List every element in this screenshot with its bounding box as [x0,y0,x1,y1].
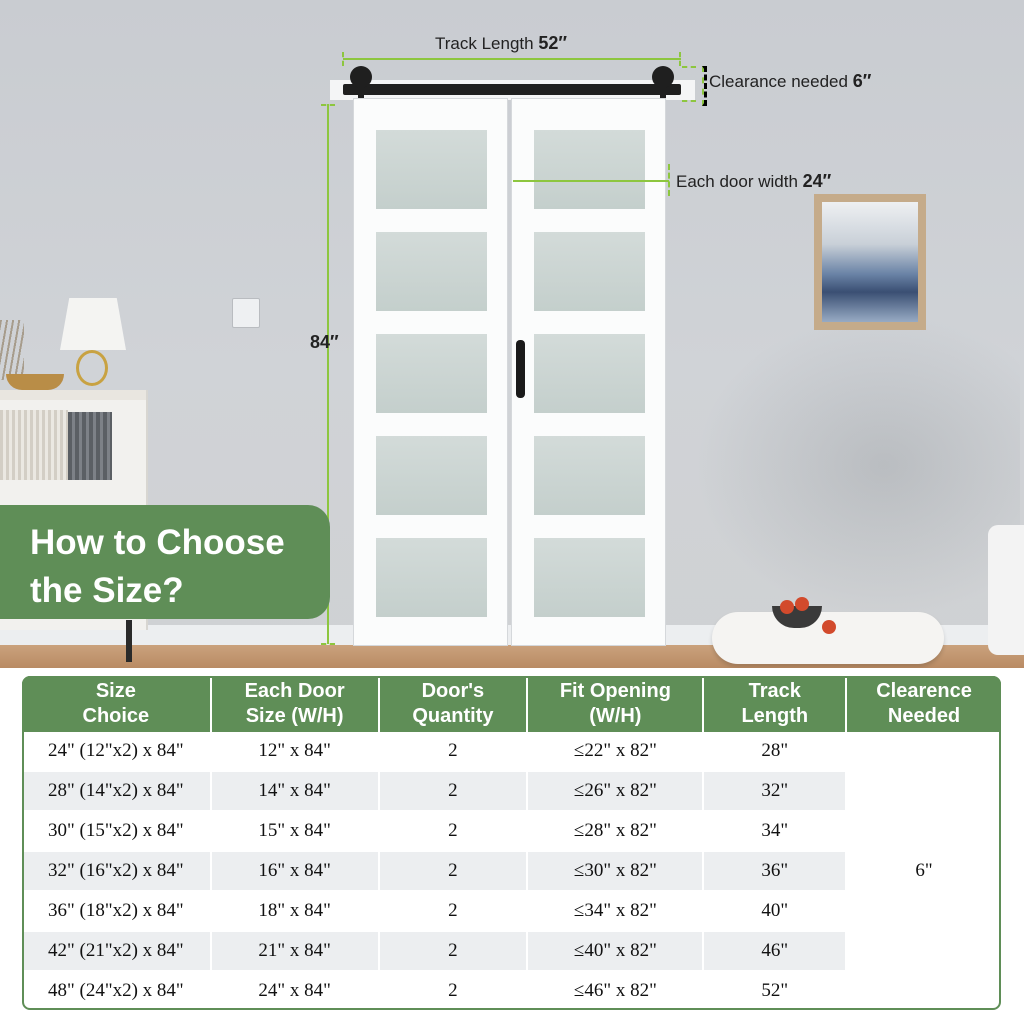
clearance-value: 6″ [852,71,872,91]
door-width-label [676,171,831,192]
clearance-tick [682,66,696,68]
glass-pane [534,538,645,617]
header-text: Size [95,680,136,702]
plant-shadow [680,300,1020,630]
shelf-books [68,412,112,480]
cell-quantity: 2 [380,852,529,892]
cell-track-length: 28" [704,732,847,772]
shelf-top [0,390,146,400]
glass-pane [376,232,487,311]
banner-line-1: How to Choose [30,523,285,562]
door-width-tick [668,164,670,196]
cell-quantity: 2 [380,892,529,932]
clearance-label [709,71,871,92]
cell-fit-opening: ≤22" x 82" [528,732,704,772]
track-length-value: 52″ [538,33,567,53]
header-text: Quantity [412,705,494,727]
lamp-shade [60,298,126,350]
cell-door-size: 12" x 84" [212,732,380,772]
apple [822,620,836,634]
banner-line-2: the Size? [30,571,184,610]
armchair [988,525,1024,655]
cell-quantity: 2 [380,772,529,812]
size-chart-table [22,676,1001,1012]
glass-pane [376,436,487,515]
cell-quantity: 2 [380,732,529,772]
cell-size-choice: 42" (21"x2) x 84" [22,932,212,972]
track-length-tick [342,52,344,66]
cell-quantity: 2 [380,972,529,1012]
clearance-tick [682,100,696,102]
track-length-label [435,33,567,54]
door-width-value: 24″ [802,171,832,191]
choose-size-banner [0,505,330,619]
cell-door-size: 18" x 84" [212,892,380,932]
header-text: Each Door [244,680,345,702]
door-width-text: Each door width [676,172,798,191]
cell-door-size: 21" x 84" [212,932,380,972]
header-door-size [212,676,380,732]
wall-art-painting [822,202,918,322]
shelf-leg [126,620,132,662]
cell-clearance: 6" [847,732,1001,1012]
shelf-slats [0,410,68,480]
header-size-choice [22,676,212,732]
cell-door-size: 14" x 84" [212,772,380,812]
cell-size-choice: 30" (15"x2) x 84" [22,812,212,852]
cell-track-length: 32" [704,772,847,812]
cell-size-choice: 32" (16"x2) x 84" [22,852,212,892]
door-left [353,98,508,646]
table-row [22,732,1001,772]
height-value: 84″ [310,332,339,352]
glass-pane [376,130,487,209]
track-length-text: Track Length [435,34,534,53]
cell-fit-opening: ≤28" x 82" [528,812,704,852]
header-track-length [704,676,847,732]
header-text: Length [741,705,809,727]
track-length-line [343,58,681,60]
cell-track-length: 36" [704,852,847,892]
door-handle [516,340,525,398]
barn-door-track [343,84,681,95]
cell-door-size: 15" x 84" [212,812,380,852]
glass-pane [534,436,645,515]
glass-pane [534,334,645,413]
header-text: Clearence [876,680,972,702]
cell-size-choice: 36" (18"x2) x 84" [22,892,212,932]
header-fit-opening [528,676,704,732]
apple [795,597,809,611]
glass-pane [534,130,645,209]
cell-size-choice: 48" (24"x2) x 84" [22,972,212,1012]
header-text: Door's [421,680,485,702]
track-length-tick [679,52,681,66]
cell-quantity: 2 [380,812,529,852]
header-quantity [380,676,529,732]
height-tick [321,643,335,645]
clearance-line [702,66,707,106]
cell-fit-opening: ≤26" x 82" [528,772,704,812]
glass-pane [376,538,487,617]
light-switch [232,298,260,328]
glass-pane [376,334,487,413]
clearance-text: Clearance needed [709,72,848,91]
apple [780,600,794,614]
header-text: Choice [82,705,150,727]
height-tick [321,104,335,106]
cell-fit-opening: ≤30" x 82" [528,852,704,892]
reed-diffuser [0,320,24,380]
cell-track-length: 34" [704,812,847,852]
cell-fit-opening: ≤34" x 82" [528,892,704,932]
cell-size-choice: 24" (12"x2) x 84" [22,732,212,772]
glass-pane [534,232,645,311]
cell-fit-opening: ≤40" x 82" [528,932,704,972]
header-text: Needed [887,705,961,727]
header-clearance [847,676,1001,732]
cell-fit-opening: ≤46" x 82" [528,972,704,1012]
fruit-tray [6,374,64,390]
header-text: Fit Opening [559,680,671,702]
header-text: (W/H) [589,705,642,727]
cell-door-size: 24" x 84" [212,972,380,1012]
header-text: Track [748,680,801,702]
cell-size-choice: 28" (14"x2) x 84" [22,772,212,812]
cell-door-size: 16" x 84" [212,852,380,892]
table-header-row [22,676,1001,732]
cell-track-length: 40" [704,892,847,932]
lamp-base [76,350,108,386]
header-text: Size (W/H) [245,705,344,727]
cell-track-length: 52" [704,972,847,1012]
door-width-line [513,180,669,182]
cell-quantity: 2 [380,932,529,972]
cell-track-length: 46" [704,932,847,972]
